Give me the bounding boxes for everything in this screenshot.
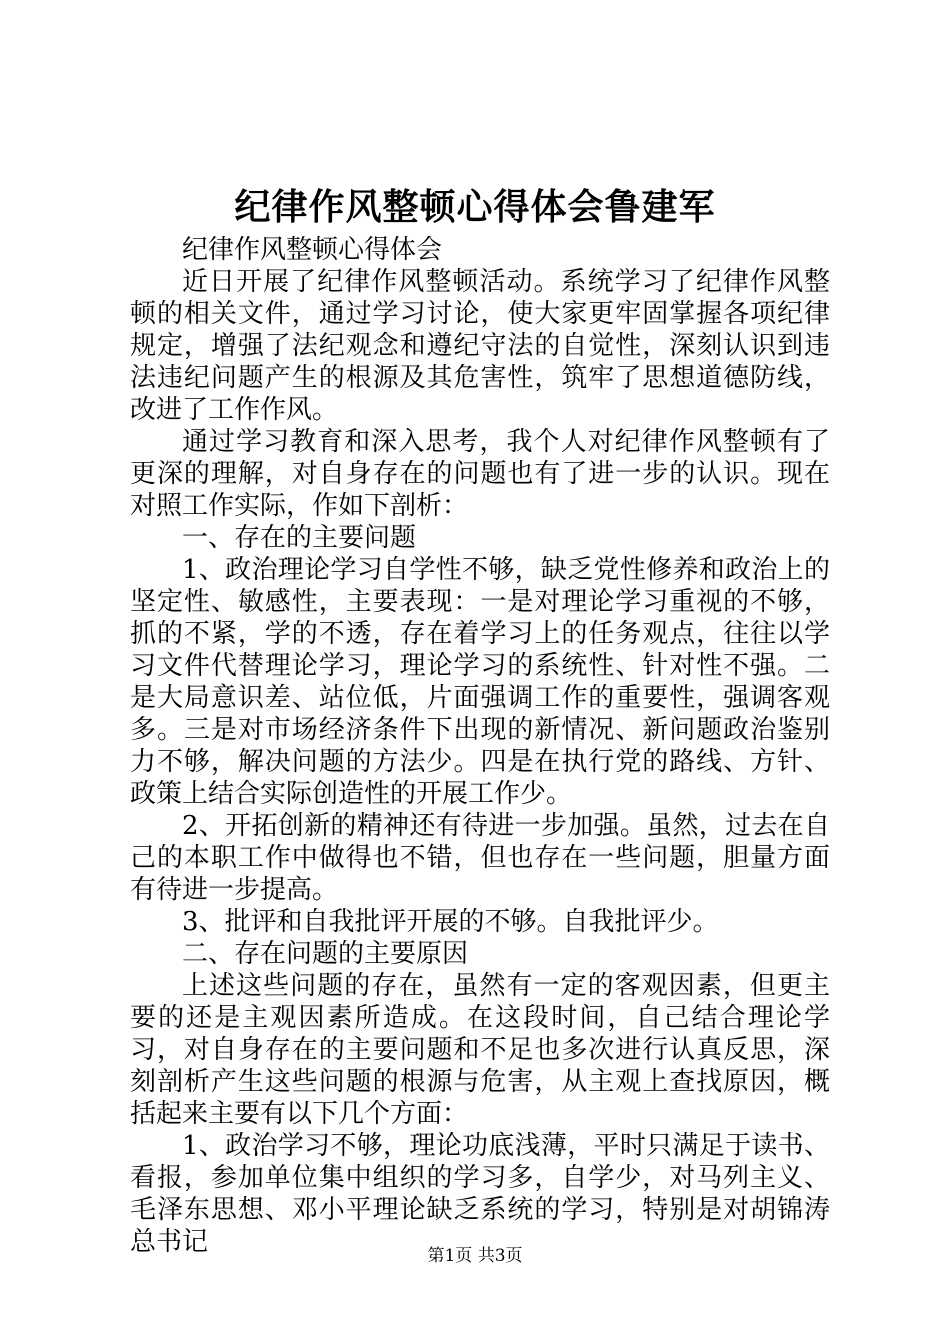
paragraph: 通过学习教育和深入思考，我个人对纪律作风整顿有了更深的理解，对自身存在的问题也有了进一步的认识。现在对照工作实际，作如下剖析：: [130, 427, 830, 521]
document-title: 纪律作风整顿心得体会鲁建军: [234, 186, 716, 228]
paragraph: 近日开展了纪律作风整顿活动。系统学习了纪律作风整顿的相关文件，通过学习讨论，使大家更牢固掌握各项纪律规定，增强了法纪观念和遵纪守法的自觉性，深刻认识到违法违纪问题产生的根源及其危害性，筑牢了思想道德防线，改进了工作作风。: [130, 267, 830, 425]
page-footer: 第1页 共3页: [427, 1246, 523, 1266]
paragraph: 3、批评和自我批评开展的不够。自我批评少。: [182, 907, 719, 937]
paragraph-subtitle: 纪律作风整顿心得体会: [182, 235, 443, 265]
document-body: [130, 234, 830, 1258]
section-heading: 一、存在的主要问题: [182, 523, 417, 553]
paragraph: 2、开拓创新的精神还有待进一步加强。虽然，过去在自己的本职工作中做得也不错，但也存在一些问题，胆量方面有待进一步提高。: [130, 811, 830, 905]
paragraph: 1、政治学习不够，理论功底浅薄，平时只满足于读书、看报，参加单位集中组织的学习多，自学少，对马列主义、毛泽东思想、邓小平理论缺乏系统的学习，特别是对胡锦涛总书记: [130, 1131, 830, 1257]
section-heading: 二、存在问题的主要原因: [182, 939, 469, 969]
paragraph: 上述这些问题的存在，虽然有一定的客观因素，但更主要的还是主观因素所造成。在这段时间，自己结合理论学习，对自身存在的主要问题和不足也多次进行认真反思，深刻剖析产生这些问题的根源与危害，从主观上查找原因，概括起来主要有以下几个方面：: [130, 971, 830, 1129]
paragraph: 1、政治理论学习自学性不够，缺乏党性修养和政治上的坚定性、敏感性，主要表现：一是对理论学习重视的不够，抓的不紧，学的不透，存在着学习上的任务观点，往往以学习文件代替理论学习，理论学习的系统性、针对性不强。二是大局意识差、站位低，片面强调工作的重要性，强调客观多。三是对市场经济条件下出现的新情况、新问题政治鉴别力不够，解决问题的方法少。四是在执行党的路线、方针、政策上结合实际创造性的开展工作少。: [130, 555, 830, 809]
